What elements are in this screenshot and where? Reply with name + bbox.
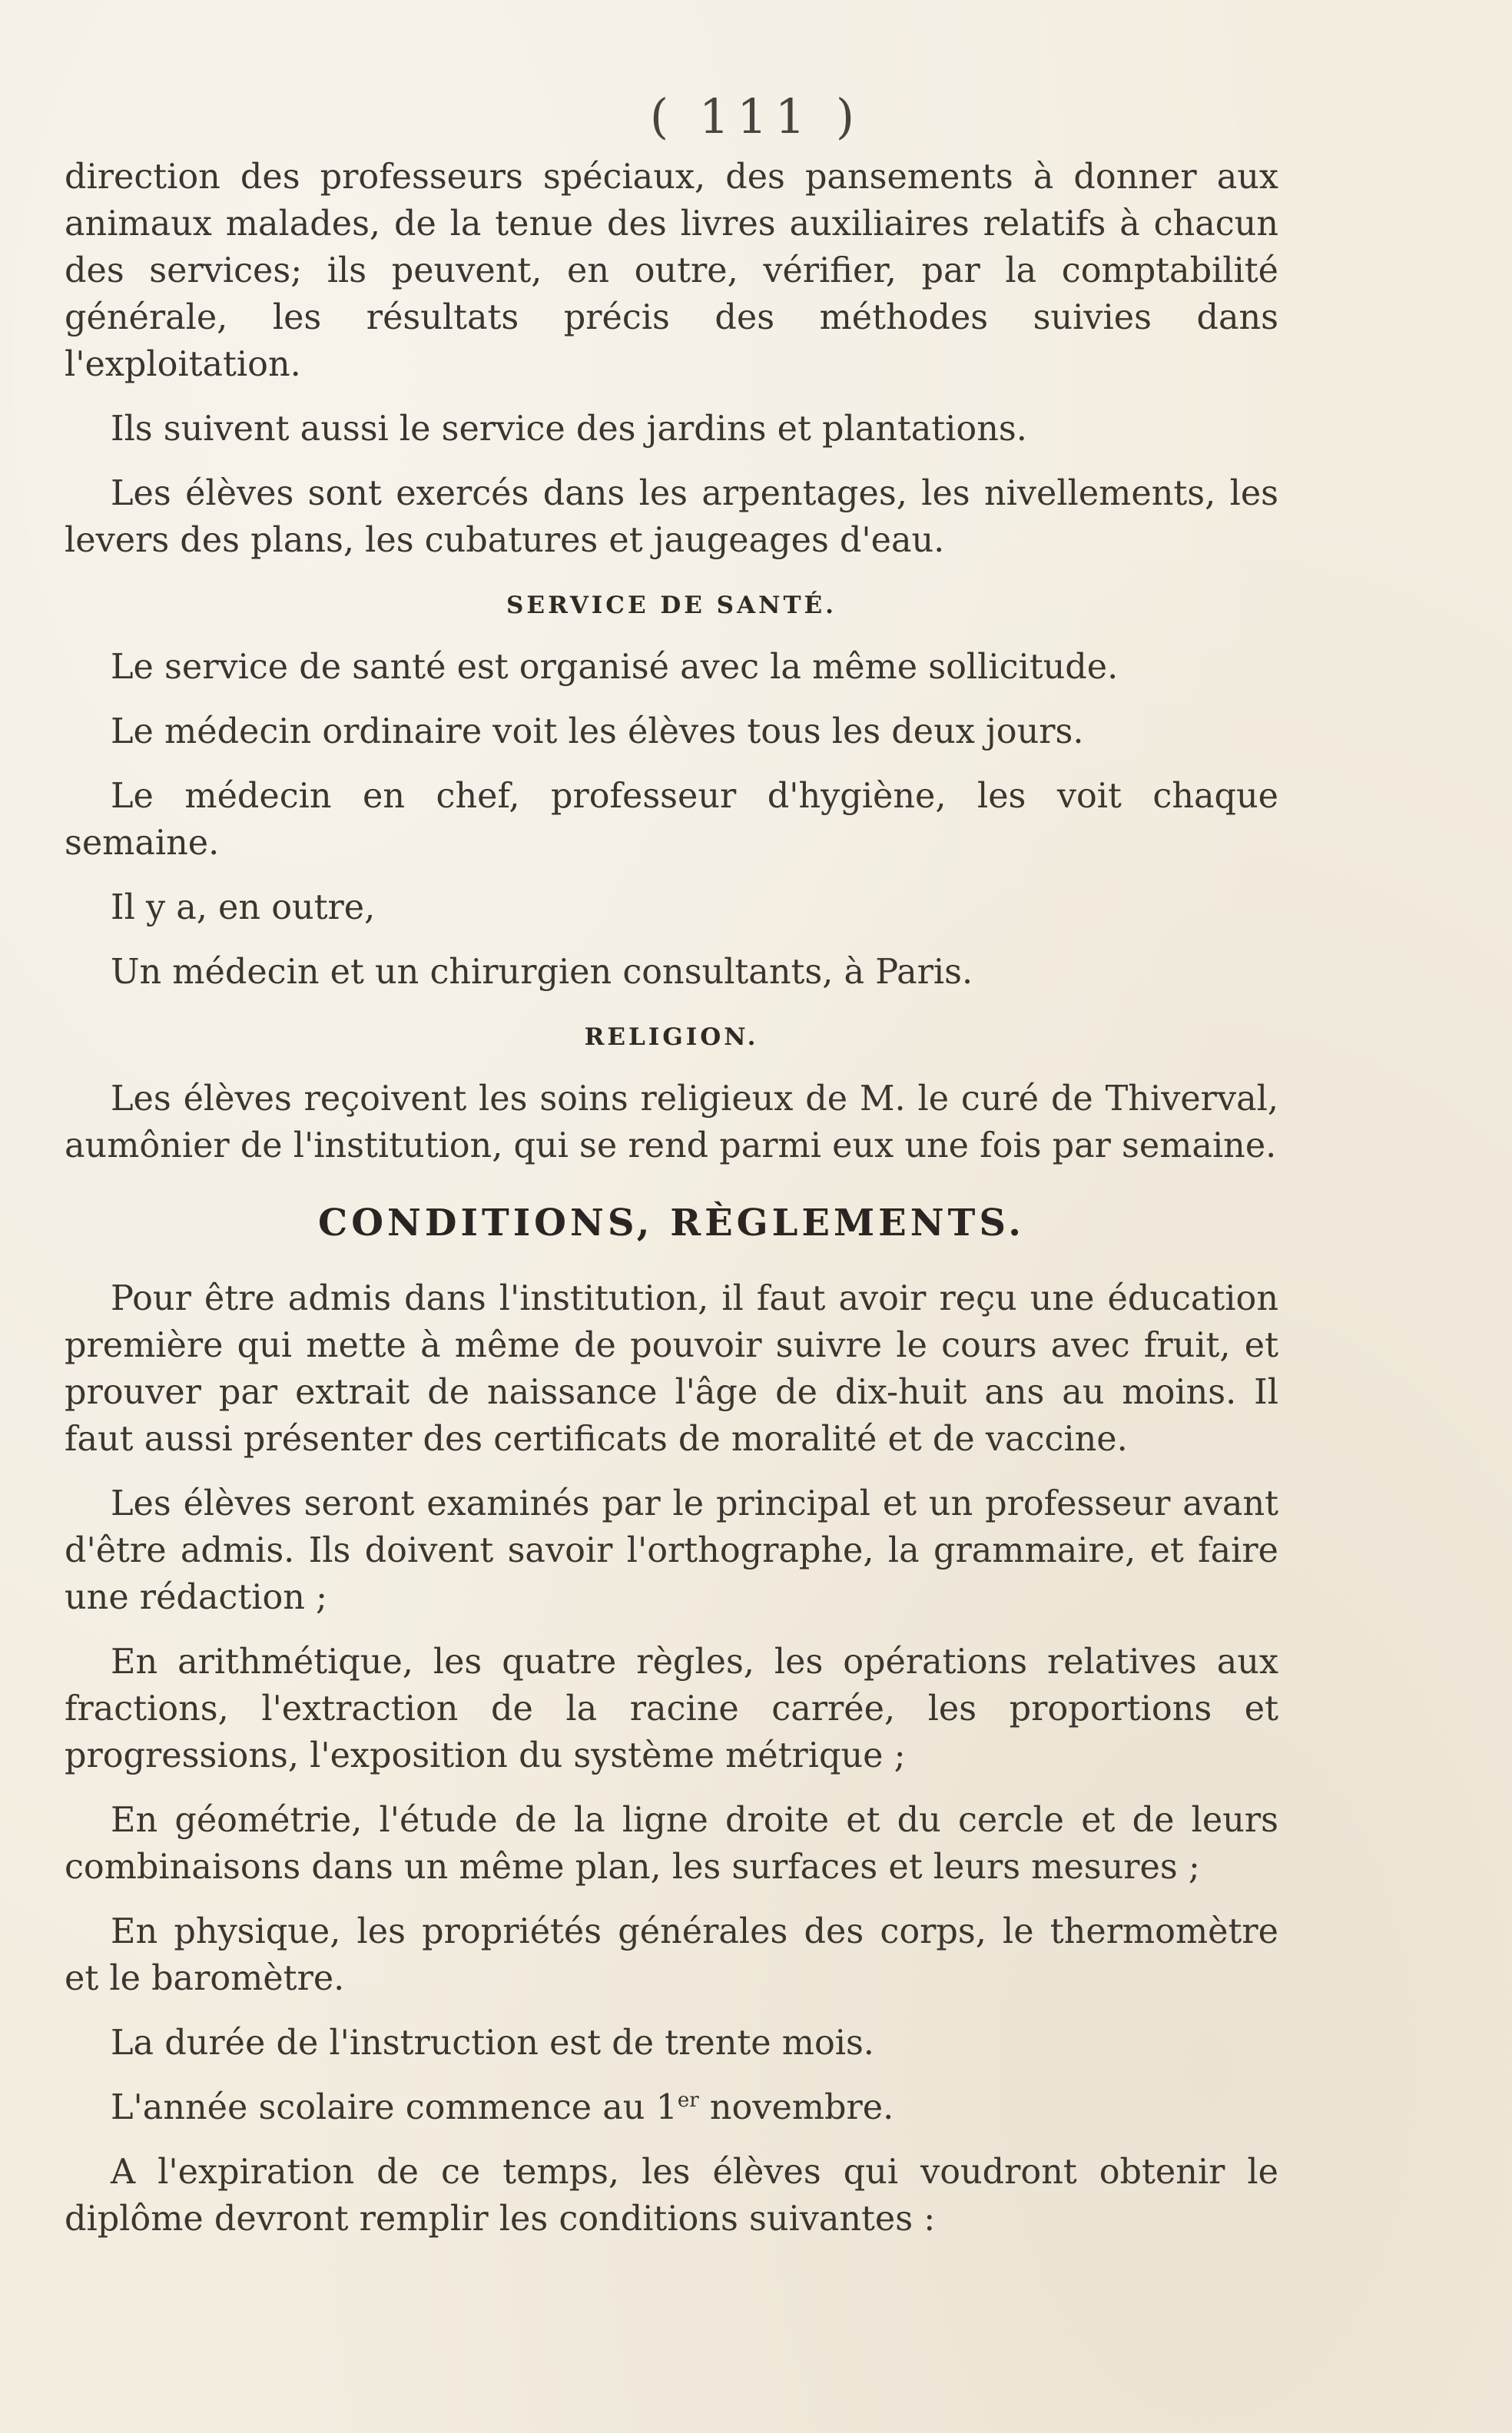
- paragraph: Le médecin ordinaire voit les élèves tous les deux jours.: [111, 712, 1084, 751]
- text-run: L'année scolaire commence au 1: [111, 2088, 678, 2127]
- section-heading-sante: SERVICE DE SANTÉ.: [506, 592, 837, 619]
- paragraph: Pour être admis dans l'institution, il faut avoir reçu une éducation première qui mette à même de pouvoir suivre le cours avec fruit, et prouver par extrait de naissance l'âge de dix-huit ans au moins. Il faut aussi présenter des certificats de moralité et de vaccine.: [65, 1279, 1278, 1459]
- body-text: [65, 154, 1278, 2260]
- section-heading-conditions: CONDITIONS, RÈGLEMENTS.: [318, 1202, 1025, 1245]
- paragraph-school-year: [65, 2084, 1278, 2131]
- superscript: er: [677, 2089, 699, 2113]
- paragraph: Le médecin en chef, professeur d'hygiène, les voit chaque semaine.: [65, 777, 1278, 863]
- paragraph: Les élèves seront examinés par le principal et un professeur avant d'être admis. Ils doivent savoir l'orthographe, la grammaire, et faire une rédaction ;: [65, 1484, 1278, 1617]
- paragraph: Le service de santé est organisé avec la même sollicitude.: [111, 648, 1119, 687]
- paragraph: En physique, les propriétés générales des corps, le thermomètre et le baromètre.: [65, 1912, 1278, 1998]
- paragraph: direction des professeurs spéciaux, des pansements à donner aux animaux malades, de la tenue des livres auxiliaires relatifs à chacun des services; ils peuvent, en outre, vérifier, par la comptabilité générale, les résultats précis des méthodes suivies dans l'exploitation.: [65, 157, 1278, 384]
- paragraph: Ils suivent aussi le service des jardins et plantations.: [111, 409, 1027, 449]
- paragraph: La durée de l'instruction est de trente mois.: [111, 2024, 874, 2063]
- paragraph: Un médecin et un chirurgien consultants, à Paris.: [111, 953, 973, 992]
- paragraph: Les élèves sont exercés dans les arpentages, les nivellements, les levers des plans, les cubatures et jaugeages d'eau.: [65, 474, 1278, 560]
- paragraph: Les élèves reçoivent les soins religieux de M. le curé de Thiverval, aumônier de l'institution, qui se rend parmi eux une fois par semaine.: [65, 1079, 1278, 1165]
- paragraph: En arithmétique, les quatre règles, les opérations relatives aux fractions, l'extraction de la racine carrée, les proportions et progressions, l'exposition du système métrique ;: [65, 1642, 1278, 1775]
- paragraph: En géométrie, l'étude de la ligne droite et du cercle et de leurs combinaisons dans un même plan, les surfaces et leurs mesures ;: [65, 1801, 1278, 1887]
- page-number: ( 111 ): [649, 88, 863, 144]
- paragraph: Il y a, en outre,: [111, 888, 376, 927]
- text-run: novembre.: [698, 2088, 894, 2127]
- section-heading-religion: RELIGION.: [584, 1023, 759, 1051]
- paragraph: A l'expiration de ce temps, les élèves qui voudront obtenir le diplôme devront remplir les conditions suivantes :: [65, 2153, 1278, 2239]
